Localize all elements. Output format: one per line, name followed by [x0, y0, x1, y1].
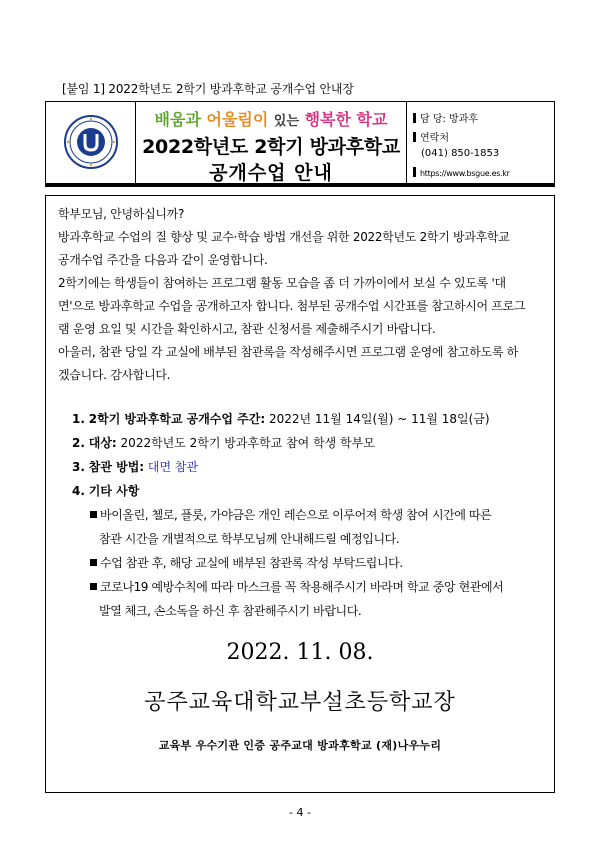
list-item: 1. 2학기 방과후학교 공개수업 주간: 2022년 11월 14일(월) ~ 11월 18일(금): [72, 412, 490, 426]
header-box: [45, 101, 555, 187]
square-bullet-icon: [90, 511, 97, 518]
list-item: 2. 대상: 2022학년도 2학기 방과후학교 참여 학생 학부모: [72, 436, 375, 450]
note-item: 코로나19 예방수칙에 따라 마스크를 꼭 착용해주시기 바라며 학교 중앙 현관에서 발열 체크, 손소독을 하신 후 참관해주시기 바랍니다.: [90, 575, 545, 623]
certification-line: 교육부 우수기관 인증 공주교대 방과후학교 (재)나우누리: [158, 739, 442, 752]
contact-phone: (041) 850-1853: [421, 148, 500, 159]
paragraph-2: 2학기에는 학생들이 참여하는 프로그램 활동 모습을 좀 더 가까이에서 보실 수 있도록 '대 면'으로 방과후학교 수업을 공개하고자 합니다. 첨부된 공개수업 시간표를 참고하시어 프로그 램 운영 요일 및 시간을 확인하시고, 참관 신청서를 제출해주시기 바랍니다.: [58, 276, 526, 336]
list-item: 4. 기타 사항: [72, 484, 140, 498]
title-cell: [136, 102, 406, 183]
issue-date: 2022. 11. 08.: [226, 640, 374, 665]
contact-url[interactable]: https://www.bsgue.es.kr: [413, 167, 510, 178]
info-list: [72, 407, 542, 503]
contact-person: 담 당: 방과후: [413, 110, 478, 125]
attachment-label: [붙임 1] 2022학년도 2학기 방과후학교 공개수업 안내장: [62, 82, 354, 96]
page-number: - 4 -: [289, 806, 311, 819]
page-title-line-2: 공개수업 안내: [209, 162, 333, 184]
note-item: 바이올린, 첼로, 플룻, 가야금은 개인 레슨으로 이루어져 학생 참여 시간에 따른 참관 시간을 개별적으로 학부모님께 안내해드릴 예정입니다.: [90, 503, 545, 551]
page-title-line-1: 2022학년도 2학기 방과후학교: [142, 136, 400, 158]
paragraph-1: 방과후학교 수업의 질 향상 및 교수·학습 방법 개선을 위한 2022학년도 2학기 방과후학교 공개수업 주간을 다음과 같이 운영합니다.: [58, 230, 510, 267]
list-item: 3. 참관 방법: 대면 참관: [72, 460, 199, 474]
paragraph-3: 아울러, 참관 당일 각 교실에 배부된 참관록을 작성해주시면 프로그램 운영에 참고하도록 하 겠습니다. 감사합니다.: [58, 345, 518, 382]
logo-cell: [46, 102, 136, 183]
slogan: [136, 107, 406, 130]
square-bullet-icon: [90, 583, 97, 590]
note-item: 수업 참관 후, 해당 교실에 배부된 참관록 작성 부탁드립니다.: [90, 551, 545, 575]
slogan-part-4: 행복한 학교: [304, 110, 388, 129]
bullet-bar-icon: [413, 132, 416, 142]
square-bullet-icon: [90, 559, 97, 566]
slogan-part-3: 있는: [273, 114, 300, 129]
bullet-bar-icon: [413, 167, 416, 177]
school-emblem-icon: [64, 115, 118, 169]
contact-cell: [406, 102, 556, 183]
slogan-part-2: 어울림이: [206, 110, 269, 129]
bullet-bar-icon: [413, 113, 416, 123]
school-principal: 공주교육대학교부설초등학교장: [144, 690, 456, 715]
greeting: 학부모님, 안녕하십니까?: [58, 207, 185, 221]
contact-label: 연락처: [413, 129, 449, 144]
slogan-part-1: 배움과: [154, 110, 201, 129]
